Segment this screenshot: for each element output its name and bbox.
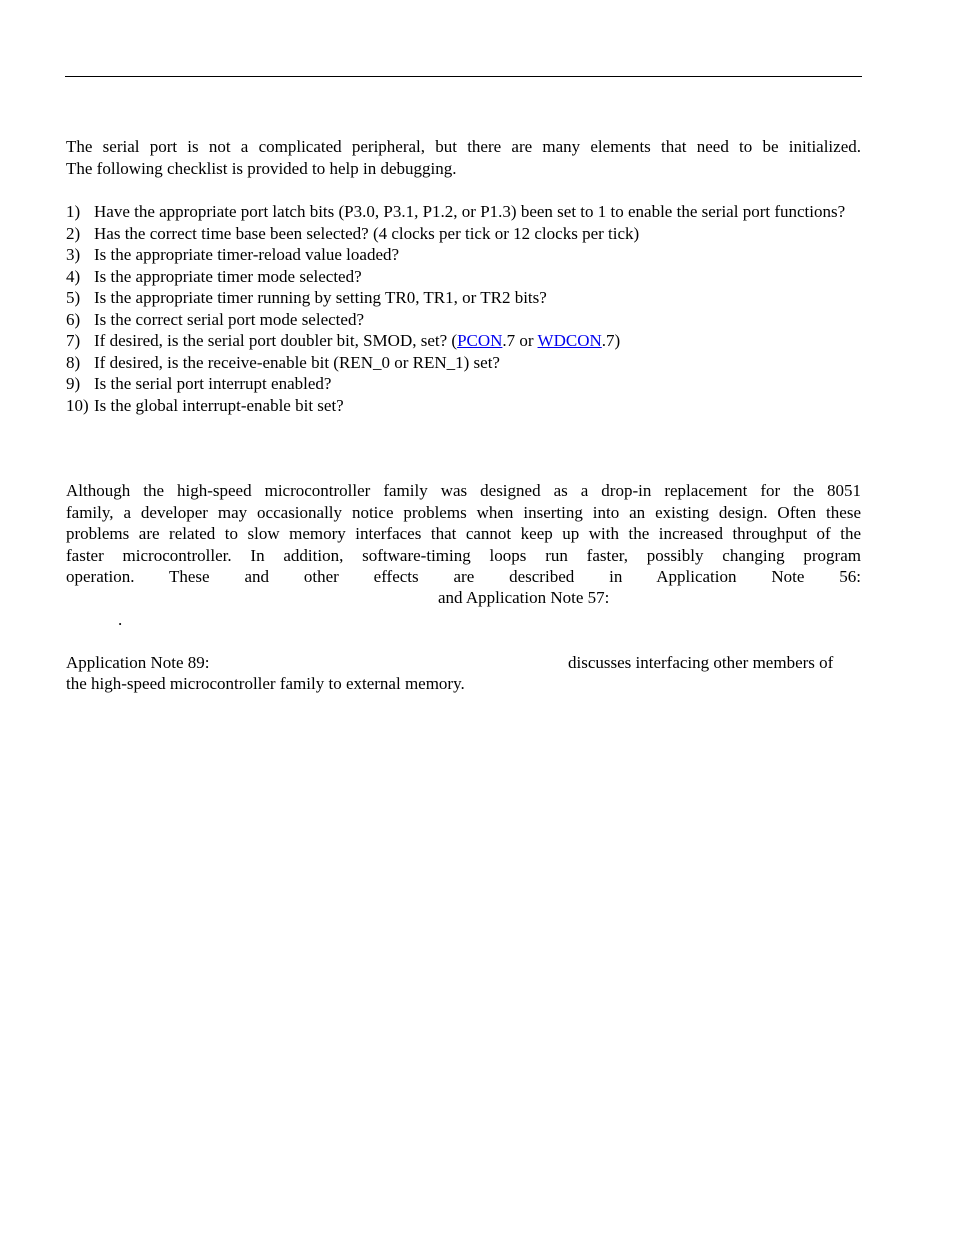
compat-line-5: operation. These and other effects are described in Application Note 56: <box>66 567 861 586</box>
intro-line-1: The serial port is not a complicated peripheral, but there are many elements that need to be initialized. <box>66 137 861 156</box>
checklist-item <box>66 287 861 309</box>
checklist-item <box>66 352 861 374</box>
compat-line-1: Although the high-speed microcontroller family was designed as a drop-in replacement for the 8051 <box>66 481 861 500</box>
checklist-text: Has the correct time base been selected? (4 clocks per tick or 12 clocks per tick) <box>94 223 640 243</box>
checklist-text-mid: .7 or <box>502 331 538 350</box>
checklist-number: 6) <box>66 309 81 329</box>
compatibility-paragraph <box>66 480 861 588</box>
intro-line-2: The following checklist is provided to help in debugging. <box>66 158 457 178</box>
checklist-text: Is the global interrupt-enable bit set? <box>94 395 344 415</box>
wdcon-link[interactable]: WDCON <box>537 331 602 350</box>
compat-line-2: family, a developer may occasionally notice problems when inserting into an existing design. Often these <box>66 502 861 522</box>
debug-checklist <box>66 201 861 416</box>
checklist-item <box>66 244 861 266</box>
checklist-number: 7) <box>66 331 81 350</box>
checklist-text-before: If desired, is the serial port doubler bit, SMOD, set? ( <box>94 331 458 350</box>
checklist-text: Have the appropriate port latch bits (P3.0, P3.1, P1.2, or P1.3) been set to 1 to enable the serial port functions? <box>94 202 846 221</box>
header-rule <box>65 76 862 77</box>
note89-tail: discusses interfacing other members of <box>568 653 834 672</box>
checklist-item <box>66 309 861 331</box>
checklist-number: 5) <box>66 288 81 307</box>
checklist-text: Is the appropriate timer running by setting TR0, TR1, or TR2 bits? <box>94 288 547 307</box>
checklist-item <box>66 373 861 395</box>
checklist-text: Is the appropriate timer mode selected? <box>94 266 362 286</box>
checklist-number: 9) <box>66 374 81 393</box>
intro-paragraph <box>66 136 861 179</box>
checklist-number: 4) <box>66 266 81 286</box>
checklist-number: 10) <box>66 395 89 415</box>
compat-line-7: . <box>118 610 123 629</box>
checklist-text: Is the appropriate timer-reload value loaded? <box>94 245 400 264</box>
checklist-item <box>66 201 861 223</box>
checklist-text: If desired, is the receive-enable bit (REN_0 or REN_1) set? <box>94 352 500 372</box>
checklist-item <box>66 395 861 417</box>
checklist-text: Is the correct serial port mode selected? <box>94 309 364 329</box>
compat-line-6: and Application Note 57: <box>438 588 610 607</box>
checklist-number: 2) <box>66 223 81 243</box>
checklist-text-after: .7) <box>601 331 621 350</box>
checklist-text: Is the serial port interrupt enabled? <box>94 374 332 393</box>
checklist-number: 3) <box>66 245 81 264</box>
checklist-item <box>66 223 861 245</box>
checklist-item <box>66 330 861 352</box>
note89-lead: Application Note 89: <box>66 653 210 672</box>
note89-line-2: the high-speed microcontroller family to external memory. <box>66 674 465 693</box>
compat-line-4: faster microcontroller. In addition, software-timing loops run faster, possibly changing program <box>66 545 861 565</box>
pcon-link[interactable]: PCON <box>457 331 503 350</box>
checklist-number: 1) <box>66 202 81 221</box>
checklist-item <box>66 266 861 288</box>
compat-line-3: problems are related to slow memory interfaces that cannot keep up with the increased throughput of the <box>66 524 861 543</box>
checklist-number: 8) <box>66 352 81 372</box>
